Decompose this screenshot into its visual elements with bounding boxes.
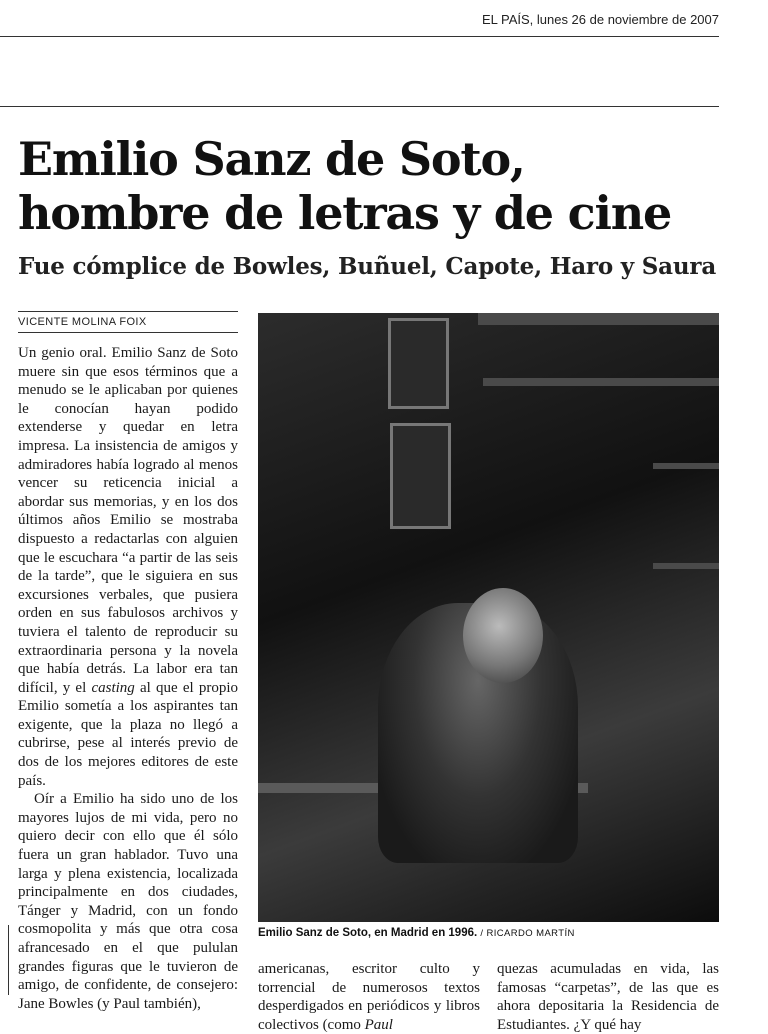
column-2-emphasis: Paul: [364, 1016, 393, 1033]
article-column-2: [258, 960, 480, 1033]
article-column-1: [18, 344, 238, 1024]
article-column-3: [497, 960, 719, 1033]
photo-caption: [258, 927, 719, 939]
masthead-date: EL PAÍS, lunes 26 de noviembre de 2007: [481, 12, 719, 27]
top-rule: [0, 36, 719, 37]
paragraph-1-text-b: al que el propio Emilio sometía a los aspirantes tan exigente, que la plaza no llegó a cubrirse, pese al interés previo de dos de los mejores editores de este país.: [18, 679, 238, 789]
photo-figure-head: [463, 588, 543, 683]
byline-box: [18, 311, 238, 333]
photo-bookcase-shelf: [483, 378, 719, 386]
header-rule: [0, 106, 719, 107]
caption-text: Emilio Sanz de Soto, en Madrid en 1996.: [258, 927, 478, 939]
article-subheadline: Fue cómplice de Bowles, Buñuel, Capote, Haro y Saura: [18, 253, 717, 280]
headline-line-2: hombre de letras y de cine: [18, 186, 672, 240]
column-3-text: quezas acumuladas en vida, las famosas “carpetas”, de las que es ahora depositaria la Residencia de Estudiantes. ¿Y qué hay: [497, 961, 719, 1033]
byline: VICENTE MOLINA FOIX: [18, 316, 147, 328]
column-2-text-a: americanas, escritor culto y torrencial de numerosos textos desperdigados en periódicos y libros colectivos (como: [258, 961, 480, 1033]
photo-frame-upper: [388, 318, 449, 409]
photo-frame-lower: [390, 423, 451, 529]
paragraph-1-emphasis: casting: [91, 679, 135, 696]
page-edge-mark: [0, 925, 9, 995]
photo-credit: / RICARDO MARTÍN: [480, 928, 575, 939]
photo-bookcase: [478, 313, 719, 325]
paragraph-1-text-a: Un genio oral. Emilio Sanz de Soto muere sin que esos términos que a menudo se le aplicaban por quienes le conocían hayan podido extenderse y quedar en letra impresa. La insistencia de amigos y admiradores había logrado al menos vencer su reticencia inicial a abordar sus memorias, y en los dos últimos años Emilio se mostraba dispuesto a redactarlas con alguien que le escuchara “a partir de las seis de la tarde”, que le siguiera en sus excursiones verbales, que pusiera orden en sus fabulosos archivos y tuviera el talento de reproducir su extraordinaria persona y la novela que había detrás. La labor era tan difícil, y el: [18, 345, 238, 696]
headline-line-1: Emilio Sanz de Soto,: [18, 132, 525, 186]
article-headline: [18, 132, 718, 240]
paragraph-1: [18, 344, 238, 790]
paragraph-2: Oír a Emilio ha sido uno de los mayores lujos de mi vida, pero no quiero decir con ello que él sólo fuera un gran hablador. Tuvo una larga y plena existencia, localizada principalmente en dos ciudades, Tánger y Madrid, con un fondo cosmopolita y más que otra cosa afrancesado en el que pululan grandes figuras que le tuvieron de amigo, de confidente, de consejero: Jane Bowles (y Paul también),: [18, 791, 238, 1012]
photo-bookcase-shelf: [653, 463, 719, 469]
article-photo: [258, 313, 719, 922]
photo-bookcase-shelf: [653, 563, 719, 569]
column-2-text: [258, 960, 480, 1034]
